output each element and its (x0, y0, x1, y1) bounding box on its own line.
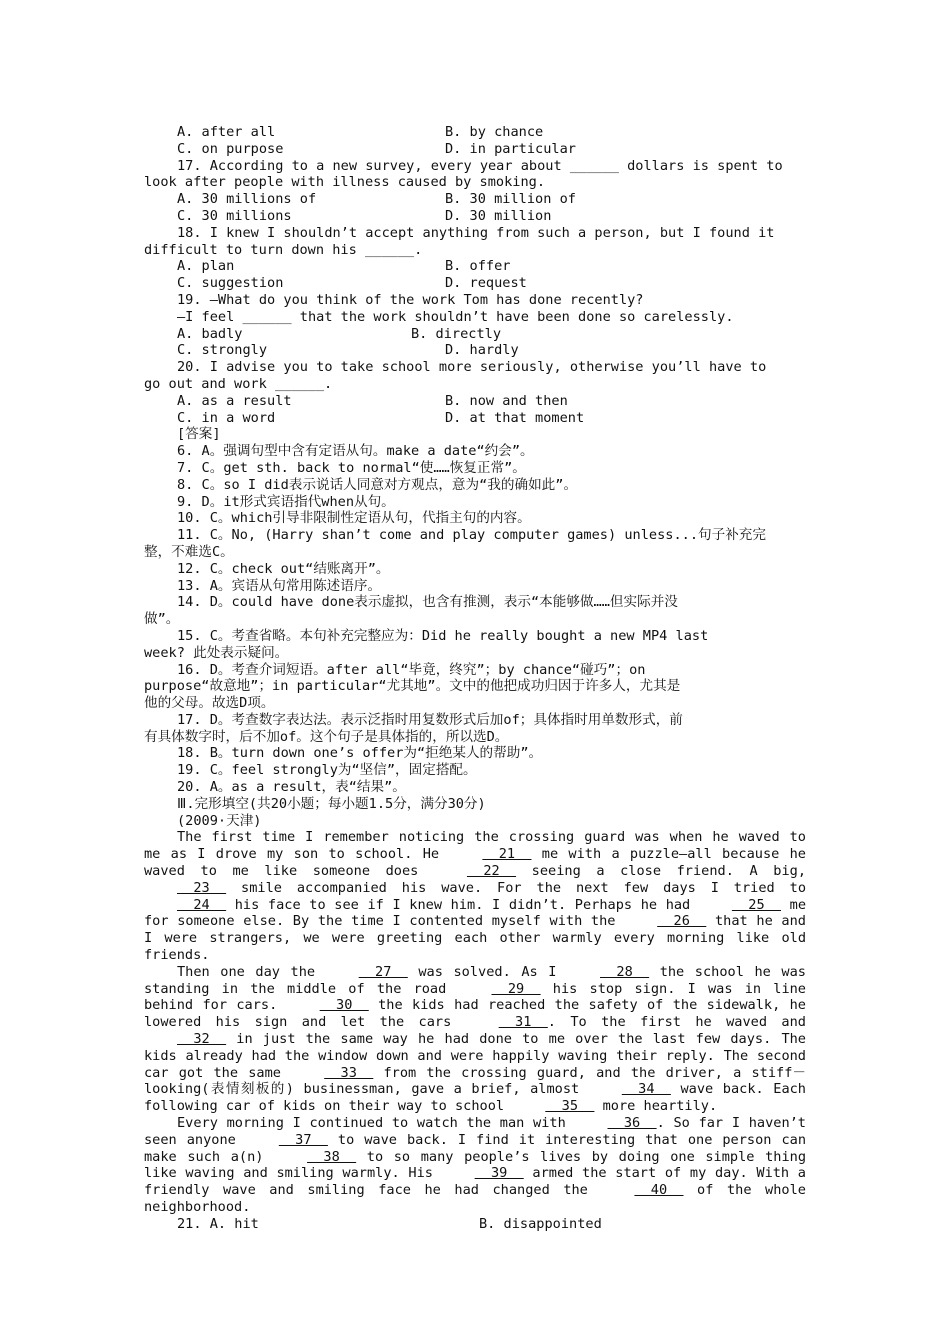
answer-15-cont: week? 此处表示疑问。 (144, 644, 289, 661)
option-row (144, 393, 806, 410)
answer-9: 9. D。it形式宾语指代when从句。 (177, 493, 395, 510)
blank-27: 27 (358, 963, 408, 980)
blank-40: 40 (634, 1182, 684, 1199)
blank-37: 37 (278, 1131, 328, 1148)
answer-17-cont: 有具体数字时，后不加of。这个句子是具体指的，所以选D。 (144, 728, 509, 745)
option-c: C. suggestion (177, 275, 284, 292)
answer-11-cont: 整，不难选C。 (144, 543, 234, 560)
option-a: A. badly (177, 325, 243, 342)
option-row (144, 208, 806, 225)
option-row (144, 326, 806, 343)
option-c: C. in a word (177, 409, 276, 426)
section-title: Ⅲ.完形填空(共20小题；每小题1.5分，满分30分) (177, 795, 486, 812)
answer-16-cont: purpose“故意地”；in particular“尤其地”。文中的他把成功归因于许多人，尤其是 (144, 678, 681, 695)
answer-17: 17. D。考查数字表达法。表示泛指时用复数形式后加of；具体指时用单数形式，前 (177, 711, 683, 728)
question-21-option-b: B. disappointed (479, 1215, 602, 1232)
option-b: B. offer (445, 258, 511, 275)
passage-paragraph-2: Then one day the 27 was solved. As I 28 the school he was standing in the middle of the road 29 his stop sign. I was in line behind for cars. 30 the kids had reached the safety of the sidewalk, he lowered his sign and let the cars 31 . To the first he waved and 32 in just the same way he had done to me over the last few days. The kids already had the window down and were happily waving their reply. The second car got the same 33 from the crossing guard, and the driver, a stiff－looking(表情刻板的) businessman, gave a brief, almost 34 wave back. Each following car of kids on their way to school 35 more heartily. (144, 963, 806, 1115)
option-b: B. now and then (445, 392, 568, 409)
option-d: D. 30 million (445, 207, 552, 224)
question-17-cont: look after people with illness caused by smoking. (144, 174, 546, 191)
question-17: 17. According to a new survey, every year about ______ dollars is spent to (177, 157, 783, 174)
blank-30: 30 (319, 997, 369, 1014)
blank-22: 22 (466, 863, 517, 880)
option-b: B. 30 million of (445, 191, 576, 208)
option-row (144, 1216, 806, 1233)
answer-14-cont: 做”。 (144, 611, 180, 628)
question-18-cont: difficult to turn down his ______. (144, 241, 423, 258)
option-b: B. by chance (445, 124, 544, 140)
option-row (144, 141, 806, 158)
blank-23: 23 (177, 879, 227, 896)
answer-11: 11. C。No, (Harry shan’t come and play computer games) unless...句子补充完 (177, 527, 766, 544)
option-c: C. strongly (177, 342, 268, 359)
blank-29: 29 (491, 980, 541, 997)
blank-24: 24 (177, 896, 227, 913)
question-20: 20. I advise you to take school more seriously, otherwise you’ll have to (177, 359, 767, 376)
blank-26: 26 (657, 913, 707, 930)
option-row (144, 410, 806, 427)
question-19-cont: —I feel ______ that the work shouldn’t have been done so carelessly. (177, 308, 734, 325)
passage-paragraph-1: The first time I remember noticing the crossing guard was when he waved to me as I drove my son to school. He 21 me with a puzzle—all because he waved to me like someone does 22 seeing a close friend. A big, 23 smile accompanied his wave. For the next few days I tried to 24 his face to see if I knew him. I didn’t. Perhaps he had 25 me for someone else. By the time I contented myself with the 26 that he and I were strangers, we were greeting each other warmly every morning like old friends. (144, 829, 807, 964)
option-d: D. at that moment (445, 409, 585, 426)
option-d: D. hardly (445, 342, 519, 359)
option-a: A. after all (177, 124, 276, 140)
blank-21: 21 (482, 846, 532, 863)
blank-39: 39 (474, 1165, 524, 1182)
blank-32: 32 (177, 1031, 227, 1048)
question-20-cont: go out and work ______. (144, 375, 333, 392)
option-row (144, 275, 806, 292)
blank-36: 36 (607, 1115, 657, 1132)
answer-13: 13. A。宾语从句常用陈述语序。 (177, 577, 382, 594)
answer-12: 12. C。check out“结账离开”。 (177, 560, 390, 577)
answer-19: 19. C。feel strongly为“坚信”，固定搭配。 (177, 762, 477, 779)
option-c: C. 30 millions (177, 207, 292, 224)
blank-34: 34 (621, 1081, 671, 1098)
answer-18: 18. B。turn down one’s offer为“拒绝某人的帮助”。 (177, 745, 543, 762)
option-row (144, 124, 806, 141)
option-c: C. on purpose (177, 140, 284, 157)
answer-15: 15. C。考查省略。本句补充完整应为：Did he really bought a new MP4 last (177, 627, 709, 644)
passage-paragraph-3: Every morning I continued to watch the man with 36 . So far I haven’t seen anyone 37 to wave back. I find it interesting that one person can make such a(n) 38 to so many people’s lives by doing one simple thing like waving and smiling warmly. His 39 armed the start of my day. With a friendly wave and smiling face he had changed the 40 of the whole neighborhood. (144, 1115, 806, 1215)
blank-33: 33 (324, 1064, 374, 1081)
blank-28: 28 (600, 963, 650, 980)
option-row (144, 191, 806, 208)
blank-31: 31 (498, 1014, 548, 1031)
option-a: A. as a result (177, 392, 292, 409)
option-a: A. plan (177, 258, 235, 275)
answer-7: 7. C。get sth. back to normal“使……恢复正常”。 (177, 459, 526, 476)
source-label: (2009·天津) (177, 812, 262, 829)
option-row (144, 258, 806, 275)
blank-35: 35 (545, 1098, 595, 1115)
question-18: 18. I knew I shouldn’t accept anything from such a person, but I found it (177, 224, 775, 241)
question-19: 19. —What do you think of the work Tom has done recently? (177, 291, 644, 308)
option-d: D. in particular (445, 140, 576, 157)
option-b: B. directly (411, 325, 502, 342)
answer-16-cont2: 他的父母。故选D项。 (144, 695, 275, 712)
answer-8: 8. C。so I did表示说话人同意对方观点，意为“我的确如此”。 (177, 476, 578, 493)
answer-10: 10. C。which引导非限制性定语从句，代指主句的内容。 (177, 510, 531, 527)
option-d: D. request (445, 275, 527, 292)
option-a: A. 30 millions of (177, 191, 317, 208)
blank-25: 25 (731, 896, 781, 913)
question-21-option-a: 21. A. hit (177, 1215, 259, 1232)
answer-14: 14. D。could have done表示虚拟，也含有推测，表示“本能够做……但实际并没 (177, 594, 678, 611)
document-page (144, 124, 806, 1233)
blank-38: 38 (307, 1148, 357, 1165)
option-row (144, 342, 806, 359)
answer-16: 16. D。考查介词短语。after all“毕竟，终究”；by chance“碰巧”；on (177, 661, 646, 678)
answer-6: 6. A。强调句型中含有定语从句。make a date“约会”。 (177, 443, 534, 460)
answer-20: 20. A。as a result，表“结果”。 (177, 779, 406, 796)
answers-heading: [答案] (177, 426, 221, 443)
